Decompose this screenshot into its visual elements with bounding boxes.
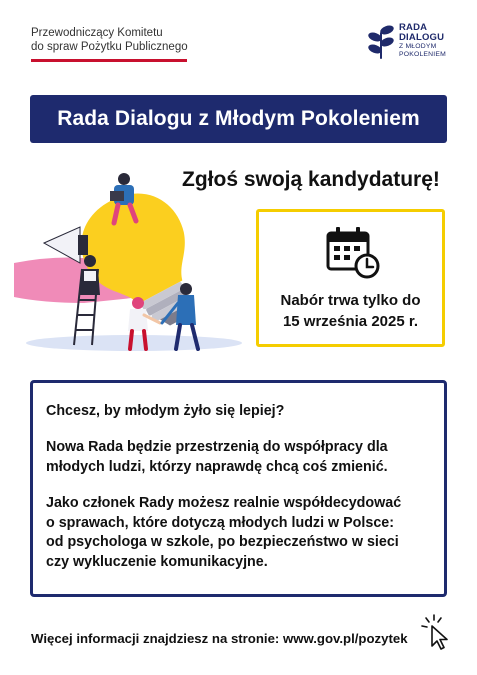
more-info-link[interactable]: Więcej informacji znajdziesz na stronie: www.gov.pl/pozytek <box>31 631 408 646</box>
red-divider <box>31 59 187 62</box>
page-title: Rada Dialogu z Młodym Pokoleniem <box>57 107 420 130</box>
description-box <box>30 380 447 597</box>
paragraph-line: młodych ludzi, którzy naprawdę chcą coś zmienić. <box>46 458 388 475</box>
ministry-line: do spraw Pożytku Publicznego <box>31 41 188 53</box>
deadline-line: 15 września 2025 r. <box>282 313 419 330</box>
title-banner <box>30 95 447 143</box>
paragraph-line: o sprawach, które dotyczą młodych ludzi w Polsce: <box>46 514 394 531</box>
logo-word: DIALOGU <box>399 32 445 43</box>
lightbulb-team-illustration <box>14 165 250 357</box>
call-to-action: Zgłoś swoją kandydaturę! <box>182 168 440 191</box>
ministry-header <box>31 26 191 54</box>
click-cursor-icon <box>420 614 454 650</box>
deadline-line: Nabór trwa tylko do <box>280 292 421 309</box>
logo-word: Z MŁODYM <box>399 43 437 50</box>
council-logo-text <box>399 23 446 59</box>
deadline-text <box>259 290 442 332</box>
leaf-logo-icon <box>366 24 396 60</box>
logo-word: RADA <box>399 22 428 33</box>
paragraph-line: od psychologa w szkole, po bezpieczeństwo w sieci <box>46 534 399 550</box>
calendar-clock-icon <box>325 224 381 280</box>
ground-shadow <box>26 335 242 351</box>
ministry-line: Przewodniczący Komitetu <box>31 27 163 39</box>
paragraph-line: Jako członek Rady możesz realnie współdecydować <box>46 495 402 511</box>
deadline-card <box>256 209 445 347</box>
question-heading: Chcesz, by młodym żyło się lepiej? <box>46 403 285 419</box>
logo-word: POKOLENIEM <box>399 51 446 58</box>
paragraph-member <box>46 494 444 572</box>
council-logo <box>366 22 461 64</box>
paragraph-council <box>46 438 444 477</box>
paragraph-line: czy wykluczenie komunikacyjne. <box>46 553 268 570</box>
paragraph-line: Nowa Rada będzie przestrzenią do współpracy dla <box>46 439 388 455</box>
